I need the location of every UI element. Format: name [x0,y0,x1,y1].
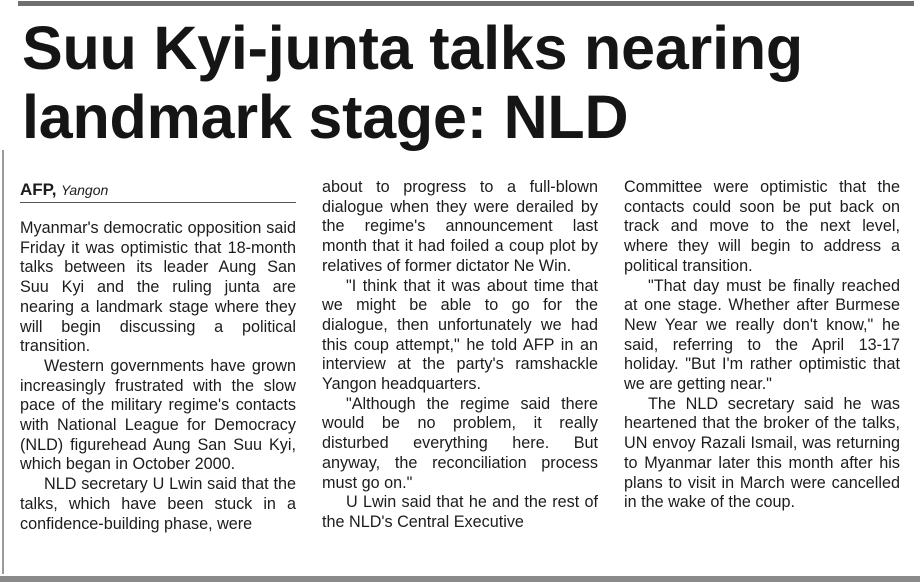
paragraph: "Although the regime said there would be no problem, it really disturbed everything here. But anyway, the reconciliation process must go on." [322,394,598,492]
paragraph: Myanmar's democratic opposition said Friday it was optimistic that 18-month talks between its leader Aung San Suu Kyi and the ruling junta are nearing a landmark stage where they will begin discussing a political transition. [20,219,296,356]
left-border-rule [2,150,4,574]
article-column-3 [624,178,900,513]
article-column-2 [322,178,598,533]
paragraph: about to progress to a full-blown dialogue when they were derailed by the regime's announcement last month that it had foiled a coup plot by relatives of former dictator Ne Win. [322,178,598,275]
top-rule [18,1,914,6]
paragraph: The NLD secretary said he was heartened that the broker of the talks, UN envoy Razali Ismail, was returning to Myanmar later this month after his plans to visit in March were cancelled in the wake of the coup. [624,394,900,512]
paragraph: NLD secretary U Lwin said that the talks, which have been stuck in a confidence-building phase, were [20,475,296,533]
byline-agency: AFP, [20,180,57,199]
paragraph: "That day must be finally reached at one stage. Whether after Burmese New Year we really don't know," he said, referring to the April 13-17 holiday. "But I'm rather optimistic that we are getting near." [624,276,900,394]
paragraph: Western governments have grown increasingly frustrated with the slow pace of the military regime's contacts with National League for Democracy (NLD) figurehead Aung San Suu Kyi, which began in October 2000. [20,356,296,474]
paragraph: U Lwin said that he and the rest of the NLD's Central Executive [322,493,598,531]
article-column-1 [20,178,296,534]
paragraph: "I think that it was about time that we might be able to go for the dialogue, then unfortunately we had this coup attempt," he told AFP in an interview at the party's ramshackle Yangon headquarters. [322,276,598,394]
paragraph: Committee were optimistic that the contacts could soon be put back on track and move to the next level, where they will begin to address a political transition. [624,178,900,275]
byline [20,178,296,203]
headline: Suu Kyi-junta talks nearing landmark stage: NLD [22,14,803,151]
bottom-rule [0,576,920,582]
byline-location: Yangon [61,182,109,198]
